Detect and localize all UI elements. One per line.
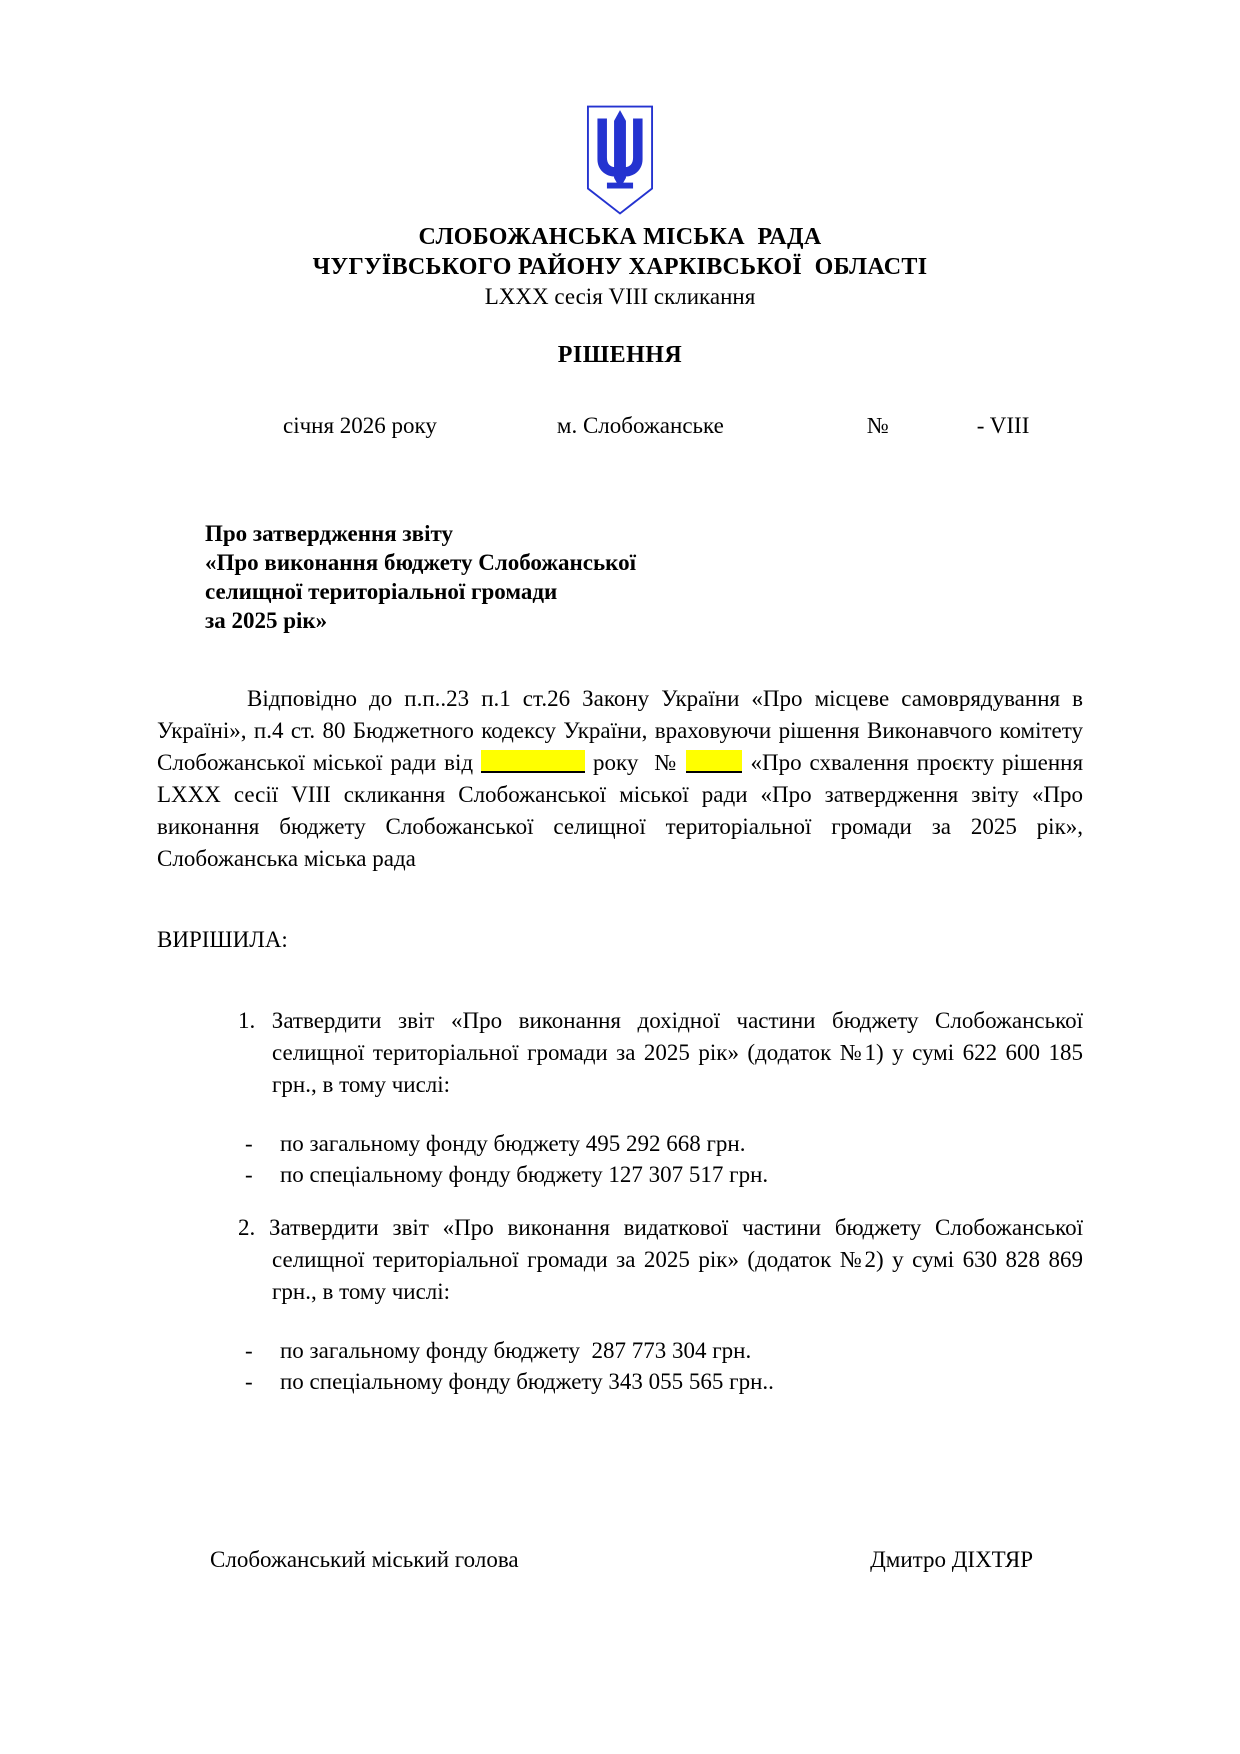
list-item bbox=[157, 1335, 1083, 1366]
bullet-dash: - bbox=[245, 1131, 253, 1156]
document-number-sign: № bbox=[866, 413, 889, 438]
signature-row bbox=[157, 1545, 1083, 1575]
signatory-name: Дмитро ДІХТЯР bbox=[870, 1547, 1033, 1572]
subject-block bbox=[205, 519, 1083, 635]
subject-line: Про затвердження звіту bbox=[205, 521, 453, 546]
resolution-item-2 bbox=[157, 1212, 1083, 1308]
list-item bbox=[157, 1366, 1083, 1397]
subject-line: за 2025 рік» bbox=[205, 608, 328, 633]
list-item bbox=[157, 1159, 1083, 1190]
bullet-dash: - bbox=[245, 1369, 253, 1394]
preamble-text-part2: року № bbox=[593, 750, 679, 775]
item-number: 2. bbox=[238, 1215, 256, 1240]
list-item bbox=[157, 1128, 1083, 1159]
preamble-text-part1: Відповідно до п.п..23 п.1 ст.26 Закону України «Про місцеве самоврядування в Україні», п.4 ст. 80 Бюджетного кодексу України, враховуючи рішення Виконавчого комітету Слобожанської міської ради від bbox=[157, 686, 1083, 775]
coat-of-arms-block bbox=[157, 0, 1083, 222]
resolution-item-1 bbox=[157, 1005, 1083, 1101]
bullet-dash: - bbox=[245, 1338, 253, 1363]
document-number-suffix: - VIII bbox=[976, 413, 1030, 438]
document-type-title: РІШЕННЯ bbox=[557, 342, 683, 368]
highlighted-blank-date-field bbox=[481, 750, 585, 773]
ukraine-trident-emblem-icon bbox=[582, 104, 658, 216]
highlighted-blank-number-field bbox=[686, 750, 742, 773]
bullet-text: по спеціальному фонду бюджету 343 055 565 грн.. bbox=[280, 1369, 774, 1394]
signatory-title: Слобожанський міський голова bbox=[210, 1547, 519, 1572]
item-1-sub-list bbox=[157, 1128, 1083, 1190]
bullet-text: по спеціальному фонду бюджету 127 307 517 грн. bbox=[280, 1162, 769, 1187]
item-text: Затвердити звіт «Про виконання дохідної частини бюджету Слобожанської селищної територіальної громади за 2025 рік» (додаток №1) у сумі 622 600 185 грн., в тому числі: bbox=[271, 1008, 1083, 1097]
preamble-text-part3: «Про схвалення проєкту рішення LXXX сесії VIII скликання Слобожанської міської ради «Про затвердження звіту «Про виконання бюджету Слобожанської селищної територіальної громади за 2025 рік», Слобожанська міська рада bbox=[157, 750, 1084, 871]
subject-line: селищної територіальної громади bbox=[205, 579, 558, 604]
resolved-label: ВИРІШИЛА: bbox=[157, 927, 288, 952]
item-text: Затвердити звіт «Про виконання видаткової частини бюджету Слобожанської селищної територіальної громади за 2025 рік» (додаток №2) у сумі 630 828 869 грн., в тому числі: bbox=[269, 1215, 1083, 1304]
bullet-text: по загальному фонду бюджету 287 773 304 грн. bbox=[280, 1338, 752, 1363]
bullet-text: по загальному фонду бюджету 495 292 668 грн. bbox=[280, 1131, 746, 1156]
item-number: 1. bbox=[238, 1008, 256, 1033]
document-place: м. Слобожанське bbox=[556, 413, 724, 438]
subject-line: «Про виконання бюджету Слобожанської bbox=[205, 550, 637, 575]
document-date: січня 2026 року bbox=[283, 413, 437, 438]
org-name-line2: ЧУГУЇВСЬКОГО РАЙОНУ ХАРКІВСЬКОЇ ОБЛАСТІ bbox=[312, 254, 928, 280]
preamble-paragraph bbox=[157, 683, 1083, 875]
bullet-dash: - bbox=[245, 1162, 253, 1187]
item-2-sub-list bbox=[157, 1335, 1083, 1397]
org-name-line1: СЛОБОЖАНСЬКА МІСЬКА РАДА bbox=[418, 224, 822, 250]
date-place-number-line bbox=[157, 411, 1083, 441]
session-line: LXXX сесія VIII скликання bbox=[484, 284, 756, 309]
